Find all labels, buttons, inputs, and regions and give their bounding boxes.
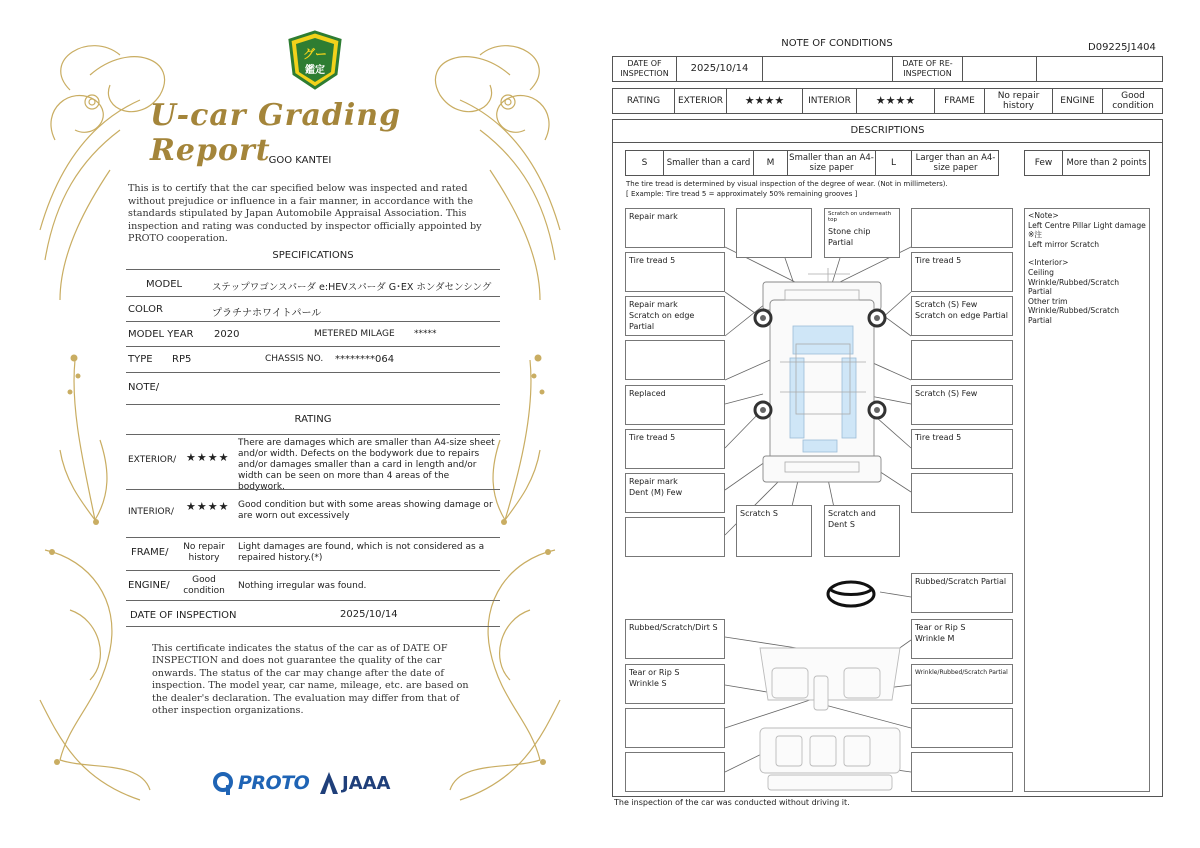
mark-text: Scratch (S) Few: [915, 389, 978, 398]
model-year-value: 2020: [214, 329, 240, 340]
mark-box: [625, 296, 725, 336]
mark-box: [911, 752, 1013, 792]
svg-text:グー: グー: [302, 47, 328, 61]
mark-box: [911, 619, 1013, 659]
mark-text: Replaced: [629, 389, 666, 398]
divider: [126, 346, 500, 347]
chassis-value: ********064: [335, 354, 395, 365]
exterior-label: EXTERIOR: [675, 89, 727, 113]
exterior-label: EXTERIOR/: [128, 455, 177, 465]
rating-label: RATING: [613, 89, 675, 113]
mark-text: Scratch on edge Partial: [629, 311, 695, 331]
notes-panel: [1024, 208, 1150, 792]
mark-text: Repair mark: [629, 212, 678, 221]
mark-box: [625, 208, 725, 248]
goo-kantei-badge-icon: [286, 30, 344, 90]
mark-box: [911, 385, 1013, 425]
legend-few: Few: [1025, 151, 1063, 175]
mark-text: Scratch S: [740, 509, 778, 518]
divider: [126, 626, 500, 627]
mark-box: [625, 664, 725, 704]
legend-s-desc: Smaller than a card: [664, 151, 754, 175]
svg-text:鑑定: 鑑定: [305, 65, 325, 76]
note-line: Wrinkle/Rubbed/Scratch: [1028, 277, 1120, 287]
interior-stars: ★★★★: [857, 89, 935, 113]
mark-box: [824, 505, 900, 557]
frame-value: No repair history: [183, 542, 225, 563]
interior-stars: ★★★★: [186, 500, 230, 513]
mark-text: Scratch on edge Partial: [915, 311, 1009, 320]
note-line: <Note>: [1028, 211, 1059, 220]
mark-text: Tear or Rip S: [629, 668, 680, 677]
mark-box: [911, 252, 1013, 292]
date-of-inspection-label: DATE OF INSPECTION: [613, 57, 677, 81]
reinspection-label: DATE OF RE-INSPECTION: [893, 57, 963, 81]
certificate-subtitle: GOO KANTEI: [268, 155, 332, 166]
mark-box: [625, 517, 725, 557]
mark-text: Tire tread 5: [915, 256, 962, 265]
type-label: TYPE: [128, 354, 153, 365]
mark-text: Scratch and Dent S: [828, 509, 876, 529]
divider: [126, 537, 500, 538]
mark-box: [625, 340, 725, 380]
mark-text: Tear or Rip S: [915, 623, 966, 632]
divider: [126, 296, 500, 297]
mark-box: [911, 429, 1013, 469]
mark-box: [911, 473, 1013, 513]
mark-box: [625, 252, 725, 292]
interior-description: Good condition but with some areas showing damage or are worn out excessively: [238, 500, 493, 521]
divider: [126, 404, 500, 405]
sheet-footer: The inspection of the car was conducted without driving it.: [614, 798, 850, 807]
mark-box: [911, 208, 1013, 248]
document-id: D09225J1404: [1088, 42, 1156, 53]
mark-box: [625, 385, 725, 425]
mark-text: Rubbed/Scratch Partial: [915, 577, 1007, 586]
legend-m: M: [754, 151, 788, 175]
frame-description: Light damages are found, which is not considered as a repaired history.(*): [238, 542, 485, 563]
mark-text: Repair mark: [629, 477, 678, 486]
date-of-inspection-value: 2025/10/14: [677, 57, 763, 81]
note-line: Left mirror Scratch: [1028, 239, 1100, 249]
engine-value: Good condition: [183, 575, 225, 596]
mark-box: [824, 208, 900, 258]
jaaa-logo-text: JAAA: [342, 773, 391, 794]
divider: [126, 372, 500, 373]
certify-text: This is to certify that the car specified below was inspected and rated without prejudice or influence in a fair manner, in accordance with the standards stipulated by Japan Automobile Appraisal Association. This inspection and rating was conducted by inspector officially appointed by PROTO cooperation.: [128, 183, 482, 245]
note-label: NOTE/: [128, 382, 160, 393]
mark-text: Scratch (S) Few: [915, 300, 978, 309]
mark-text: Wrinkle S: [629, 679, 667, 688]
exterior-description: There are damages which are smaller than A4-size sheet and/or width. Defects on the bodywork due to repairs and/or damages smaller than a card in length and/or width can be seen on more than 4 areas of the bodywork.: [238, 438, 495, 492]
exterior-stars: ★★★★: [186, 451, 230, 464]
mark-text: Wrinkle M: [915, 634, 955, 643]
frame-label: FRAME: [935, 89, 985, 113]
legend-s: S: [626, 151, 664, 175]
color-label: COLOR: [128, 304, 163, 315]
model-label: MODEL: [146, 279, 183, 290]
mark-box: [736, 208, 812, 258]
exterior-stars: ★★★★: [727, 89, 803, 113]
divider: [126, 570, 500, 571]
legend-l-desc: Larger than an A4-size paper: [915, 153, 996, 173]
note-line: Wrinkle/Rubbed/Scratch: [1028, 306, 1120, 316]
mark-text: Stone chip Partial: [828, 227, 871, 247]
mark-text: Tire tread 5: [629, 433, 676, 442]
mark-text: Tire tread 5: [915, 433, 962, 442]
mark-text: Scratch on underneath top: [828, 211, 892, 223]
date-label: DATE OF INSPECTION: [130, 610, 237, 621]
engine-label: ENGINE/: [128, 580, 170, 591]
divider: [126, 600, 500, 601]
interior-label: INTERIOR/: [128, 507, 174, 517]
note-line: Partial: [1028, 315, 1052, 325]
color-value: プラチナホワイトパール: [212, 308, 322, 319]
mark-box: [625, 752, 725, 792]
mark-box: [911, 708, 1013, 748]
tire-note-2: [ Example: Tire tread 5 = approximately 50% remaining grooves ]: [626, 190, 858, 198]
tire-note-1: The tire tread is determined by visual inspection of the degree of wear. (Not in millimeters).: [626, 180, 948, 188]
divider: [126, 434, 500, 435]
specifications-heading: SPECIFICATIONS: [272, 250, 354, 261]
sheet-title: NOTE OF CONDITIONS: [781, 38, 893, 49]
mileage-value: *****: [414, 329, 437, 339]
legend-few-desc: More than 2 points: [1066, 158, 1147, 168]
mark-box: [625, 473, 725, 513]
rating-heading: RATING: [294, 414, 332, 425]
mark-box: [625, 619, 725, 659]
mark-text: Repair mark: [629, 300, 678, 309]
note-line: Partial: [1028, 287, 1052, 297]
mark-text: Rubbed/Scratch/Dirt S: [629, 623, 718, 632]
divider: [126, 489, 500, 490]
condition-sheet: [600, 0, 1200, 848]
legend-l: L: [876, 151, 912, 175]
descriptions-heading: DESCRIPTIONS: [612, 119, 1163, 143]
type-value: RP5: [172, 354, 192, 365]
legend-m-desc: Smaller than an A4-size paper: [788, 151, 876, 175]
certificate-footer-text: This certificate indicates the status of the car as of DATE OF INSPECTION and does not guarantee the quality of the car onwards. The status of the car may change after the date of inspection. The model year, car name, mileage, etc. are based on the dealer's declaration. The evaluation may differ from that of other inspection organizations.: [152, 643, 469, 717]
mileage-label: METERED MILAGE: [314, 329, 395, 339]
engine-value: Good condition: [1112, 91, 1154, 111]
note-line: ※注: [1028, 230, 1042, 240]
model-year-label: MODEL YEAR: [128, 329, 194, 340]
date-value: 2025/10/14: [340, 609, 398, 620]
frame-value: No repair history: [985, 89, 1053, 113]
divider: [126, 269, 500, 270]
mark-box: [625, 429, 725, 469]
interior-label: INTERIOR: [803, 89, 857, 113]
certificate-title: U-car Grading Report: [150, 98, 402, 168]
engine-description: Nothing irregular was found.: [238, 581, 367, 591]
mark-box: [736, 505, 812, 557]
chassis-label: CHASSIS NO.: [265, 354, 324, 364]
mark-box: [911, 340, 1013, 380]
engine-label: ENGINE: [1053, 89, 1103, 113]
mark-text: Tire tread 5: [629, 256, 676, 265]
note-line: Other trim: [1028, 296, 1068, 306]
mark-box: [911, 296, 1013, 336]
frame-label: FRAME/: [131, 547, 169, 558]
mark-box: [911, 664, 1013, 704]
note-line: Left Centre Pillar Light damage: [1028, 220, 1146, 230]
badge-text: [0, 0, 1, 1]
mark-box: [625, 708, 725, 748]
jaaa-logo-icon: [318, 770, 340, 796]
proto-logo-icon: [212, 770, 236, 796]
mark-text: Dent (M) Few: [629, 488, 683, 497]
note-line: Ceiling: [1028, 267, 1054, 277]
mark-text: Wrinkle/Rubbed/Scratch Partial: [915, 669, 1008, 676]
proto-logo-text: PROTO: [238, 772, 310, 794]
note-line: <Interior>: [1028, 258, 1069, 268]
divider: [126, 321, 500, 322]
model-value: ステップワゴンスパーダ e:HEVスパーダ G･EX ホンダセンシング: [212, 282, 492, 293]
mark-box: [911, 573, 1013, 613]
